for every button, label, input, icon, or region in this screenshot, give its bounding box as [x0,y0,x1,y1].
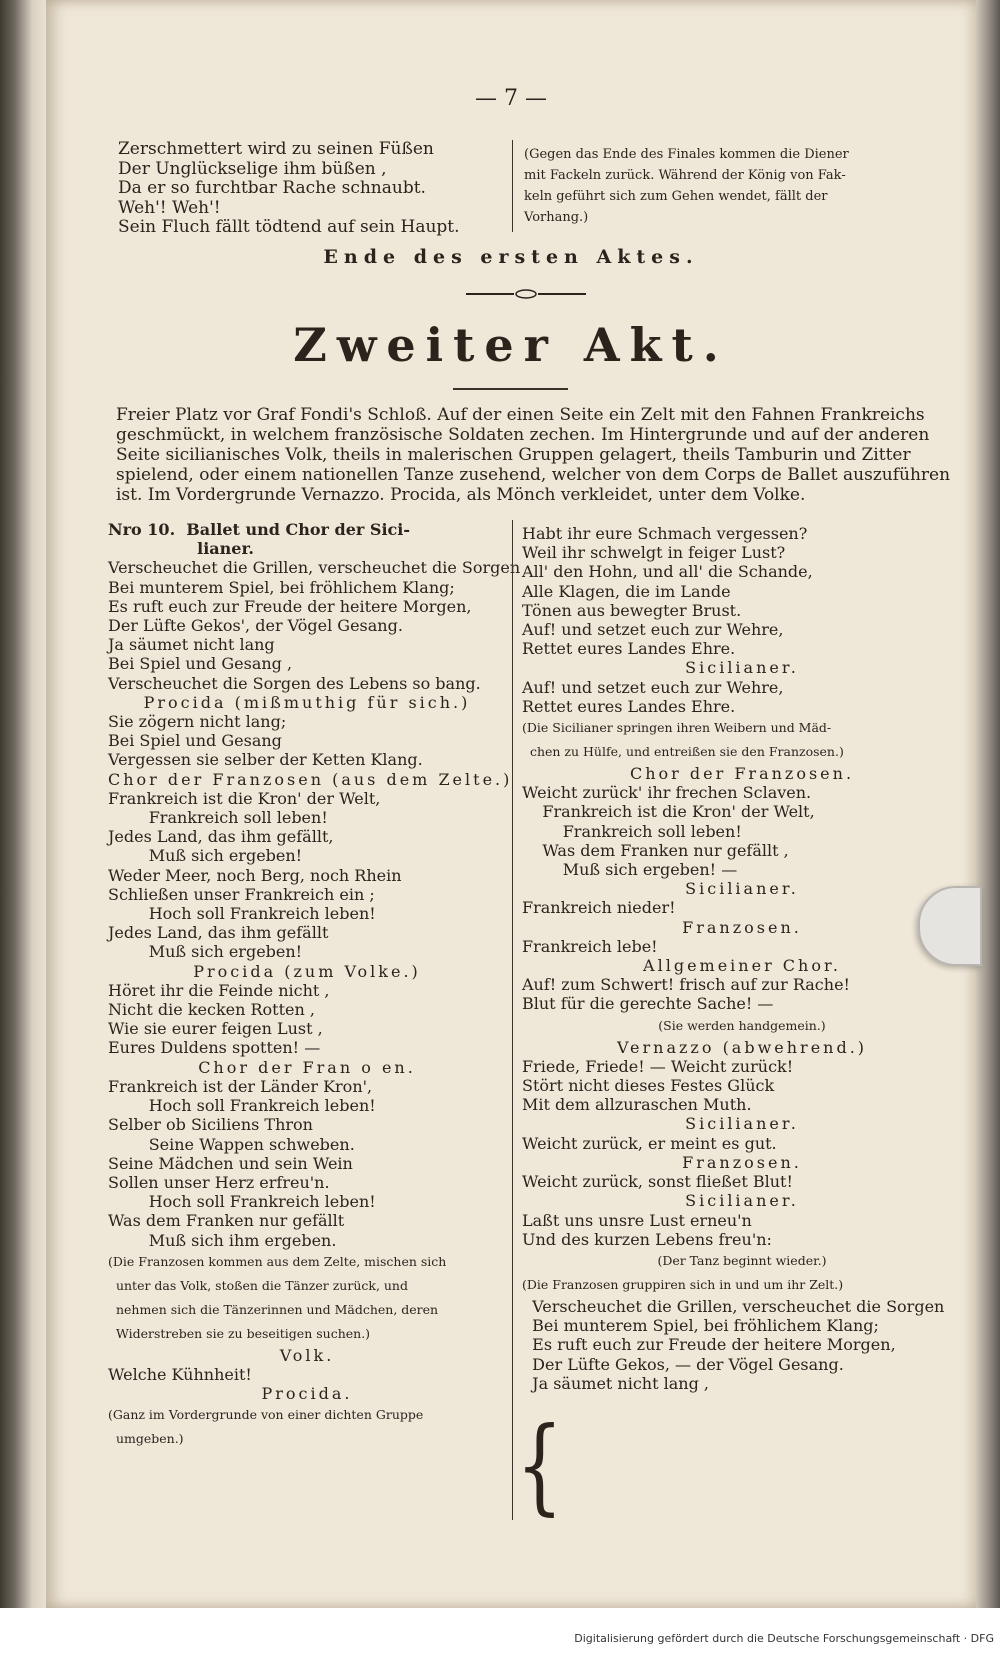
text-line: Was dem Franken nur gefällt [108,1211,345,1231]
text-line: Vergessen sie selber der Ketten Klang. [108,750,423,770]
text-line: Bei Spiel und Gesang , [108,654,293,674]
text-line: Weicht zurück' ihr frechen Sclaven. [522,783,812,803]
text-line: Friede, Friede! — Weicht zurück! [522,1056,794,1076]
text-line: Sie zögern nicht lang; [108,712,287,732]
text-line: (Die Franzosen kommen aus dem Zelte, mischen sich [108,1253,447,1269]
text-line: Frankreich soll leben! [522,821,742,841]
text-line: Weh'! Weh'! [118,197,221,218]
text-line: Der Lüfte Gekos, — der Vögel Gesang. [522,1354,844,1374]
text-line: nehmen sich die Tänzerinnen und Mädchen, deren [108,1301,439,1317]
text-line: geschmückt, in welchem französische Soldaten zechen. Im Hintergrunde und auf der anderen [116,425,930,445]
text-line: Was dem Franken nur gefällt , [522,840,789,860]
text-line: (Der Tanz beginnt wieder.) [657,1252,827,1268]
text-line: Habt ihr eure Schmach vergessen? [522,524,808,543]
text-line: Tönen aus bewegter Brust. [522,600,742,620]
column-divider [512,520,513,1520]
text-line: Wie sie eurer feigen Lust , [108,1019,323,1039]
text-line: Da er so furchtbar Rache schnaubt. [118,178,426,198]
text-line: (Die Sicilianer springen ihren Weibern und Mäd- [522,720,832,736]
dfg-credit: Digitalisierung gefördert durch die Deutsche Forschungsgemeinschaft · DFG [574,1632,994,1645]
ornament-divider [466,289,586,299]
left-column [108,520,521,1451]
page-edge [976,0,1000,1608]
text-line: Es ruft euch zur Freude der heitere Morgen, [108,596,472,616]
text-line: Volk. [279,1345,335,1365]
text-line: Ja säumet nicht lang [108,635,275,655]
text-line: Weil ihr schwelgt in feiger Lust? [522,543,786,563]
text-line: Rettet eures Landes Ehre. [522,696,736,716]
text-line: Stört nicht dieses Festes Glück [522,1076,775,1096]
text-line: Weicht zurück, sonst fließet Blut! [522,1172,793,1192]
text-line: Bei munterem Spiel, bei fröhlichem Klang; [522,1316,879,1336]
text-line: (Die Franzosen gruppiren sich in und um ihr Zelt.) [522,1276,844,1292]
text-line: Weder Meer, noch Berg, noch Rhein [108,865,402,885]
footer-bar [0,1608,1000,1656]
text-line: Es ruft euch zur Freude der heitere Morgen, [522,1335,896,1355]
text-line: Muß sich ergeben! [108,846,303,866]
top-right-stage-note [524,144,964,228]
text-line: Seite sicilianisches Volk, theils in malerischen Gruppen gelagert, theils Tamburin und Zitter [116,445,911,465]
text-line: Seine Wappen schweben. [108,1134,355,1154]
text-line: Franzosen. [682,917,802,937]
text-line: unter das Volk, stoßen die Tänzer zurück, und [108,1277,408,1293]
text-line: Frankreich ist der Länder Kron', [108,1076,373,1096]
text-line: Verscheuchet die Grillen, verscheuchet die Sorgen [522,1296,945,1316]
text-line: (Ganz im Vordergrunde von einer dichten Gruppe [108,1407,424,1423]
page-number: — 7 — [475,86,547,111]
text-line: Muß sich ergeben! — [522,860,738,880]
act-title: Zweiter Akt. [293,318,729,372]
text-line: Sicilianer. [685,1191,799,1211]
verse-brace: { [516,1405,564,1526]
text-line: Vernazzo (abwehrend.) [616,1037,868,1057]
text-line: ist. Im Vordergrunde Vernazzo. Procida, als Mönch verkleidet, unter dem Volke. [116,485,806,505]
text-line: Alle Klagen, die im Lande [522,581,731,601]
stage-direction [116,405,951,505]
text-line: Schließen unser Frankreich ein ; [108,884,375,904]
text-line: Zerschmettert wird zu seinen Füßen [118,139,434,159]
text-line: Auf! und setzet euch zur Wehre, [522,620,784,640]
book-gutter [0,0,46,1608]
text-line: mit Fackeln zurück. Während der König von Fak- [524,168,846,183]
text-line: Weicht zurück, er meint es gut. [522,1133,777,1153]
text-line: Der Lüfte Gekos', der Vögel Gesang. [108,616,403,636]
document-page [46,0,976,1608]
text-line: Franzosen. [682,1152,802,1172]
text-line: Frankreich nieder! [522,898,676,918]
text-line: All' den Hohn, und all' die Schande, [522,562,813,582]
text-line: Selber ob Siciliens Thron [108,1115,313,1135]
text-line: Chor der Franzosen. [629,764,855,784]
top-divider [512,140,513,232]
text-line: Verscheuchet die Grillen, verscheuchet die Sorgen [108,558,521,578]
text-line: Blut für die gerechte Sache! — [522,994,774,1014]
text-line: Sollen unser Herz erfreu'n. [108,1172,330,1192]
text-line: Freier Platz vor Graf Fondi's Schloß. Auf der einen Seite ein Zelt mit den Fahnen Frankreichs [116,405,925,425]
text-line: (Gegen das Ende des Finales kommen die Diener [524,147,849,162]
text-line: keln geführt sich zum Gehen wendet, fällt der [524,189,828,204]
text-line: Hoch soll Frankreich leben! [108,1192,376,1212]
text-line: Procida. [261,1384,353,1404]
text-line: Jedes Land, das ihm gefällt, [108,827,334,847]
text-line: umgeben.) [108,1431,184,1447]
text-line: Sicilianer. [685,879,799,899]
text-line: Hoch soll Frankreich leben! [108,904,376,924]
text-line: Jedes Land, das ihm gefällt [108,923,329,943]
text-line: Auf! und setzet euch zur Wehre, [522,677,784,697]
title-underline [453,388,568,390]
text-line: Nicht die kecken Rotten , [108,1000,315,1020]
text-line: Vorhang.) [524,210,589,225]
text-line: Frankreich ist die Kron' der Welt, [108,788,381,808]
text-line: Procida (mißmuthig für sich.) [143,692,471,712]
text-line: Frankreich lebe! [522,936,658,956]
text-line: Eures Duldens spotten! — [108,1038,321,1058]
top-left-verse [118,140,518,238]
text-line: Hoch soll Frankreich leben! [108,1096,376,1116]
text-line: Frankreich soll leben! [108,808,328,828]
viewer-page-turn-tab[interactable] [918,886,982,966]
text-line: Auf! zum Schwert! frisch auf zur Rache! [522,975,850,995]
text-line: Muß sich ihm ergeben. [108,1230,337,1250]
text-line: Muß sich ergeben! [108,942,303,962]
text-line: lianer. [108,539,254,559]
text-line: Und des kurzen Lebens freu'n: [522,1229,772,1249]
text-line: Nro 10. Ballet und Chor der Sici- [108,520,410,539]
text-line: spielend, oder einem nationellen Tanze zusehend, welcher von dem Corps de Ballet auszuführen [116,465,951,485]
text-line: Seine Mädchen und sein Wein [108,1153,353,1173]
act-end-heading: Ende des ersten Aktes. [323,246,699,268]
text-line: Sicilianer. [685,1114,799,1134]
text-line: Bei munterem Spiel, bei fröhlichem Klang; [108,577,455,597]
text-line: Verscheuchet die Sorgen des Lebens so bang. [108,673,481,693]
text-line: Bei Spiel und Gesang [108,731,282,751]
text-line: Sein Fluch fällt tödtend auf sein Haupt. [118,217,460,237]
text-line: Chor der Franzosen (aus dem Zelte.) [108,769,513,789]
text-line: Der Unglückselige ihm büßen , [118,158,387,179]
text-line: Widerstreben sie zu beseitigen suchen.) [108,1325,371,1341]
text-line: Chor der Fran o en. [198,1057,416,1077]
text-line: Frankreich ist die Kron' der Welt, [522,802,815,822]
text-line: (Sie werden handgemein.) [658,1017,826,1033]
text-line: Ja säumet nicht lang , [522,1373,709,1393]
text-line: Welche Kühnheit! [108,1364,252,1384]
text-line: Allgemeiner Chor. [643,956,841,976]
text-line: Laßt uns unsre Lust erneu'n [522,1210,752,1230]
text-line: chen zu Hülfe, und entreißen sie den Franzosen.) [522,744,844,760]
text-line: Sicilianer. [685,658,799,678]
right-column [522,524,962,1393]
text-line: Höret ihr die Feinde nicht , [108,980,330,1000]
text-line: Procida (zum Volke.) [193,961,421,981]
text-line: Rettet eures Landes Ehre. [522,639,736,659]
text-line: Mit dem allzuraschen Muth. [522,1095,752,1115]
